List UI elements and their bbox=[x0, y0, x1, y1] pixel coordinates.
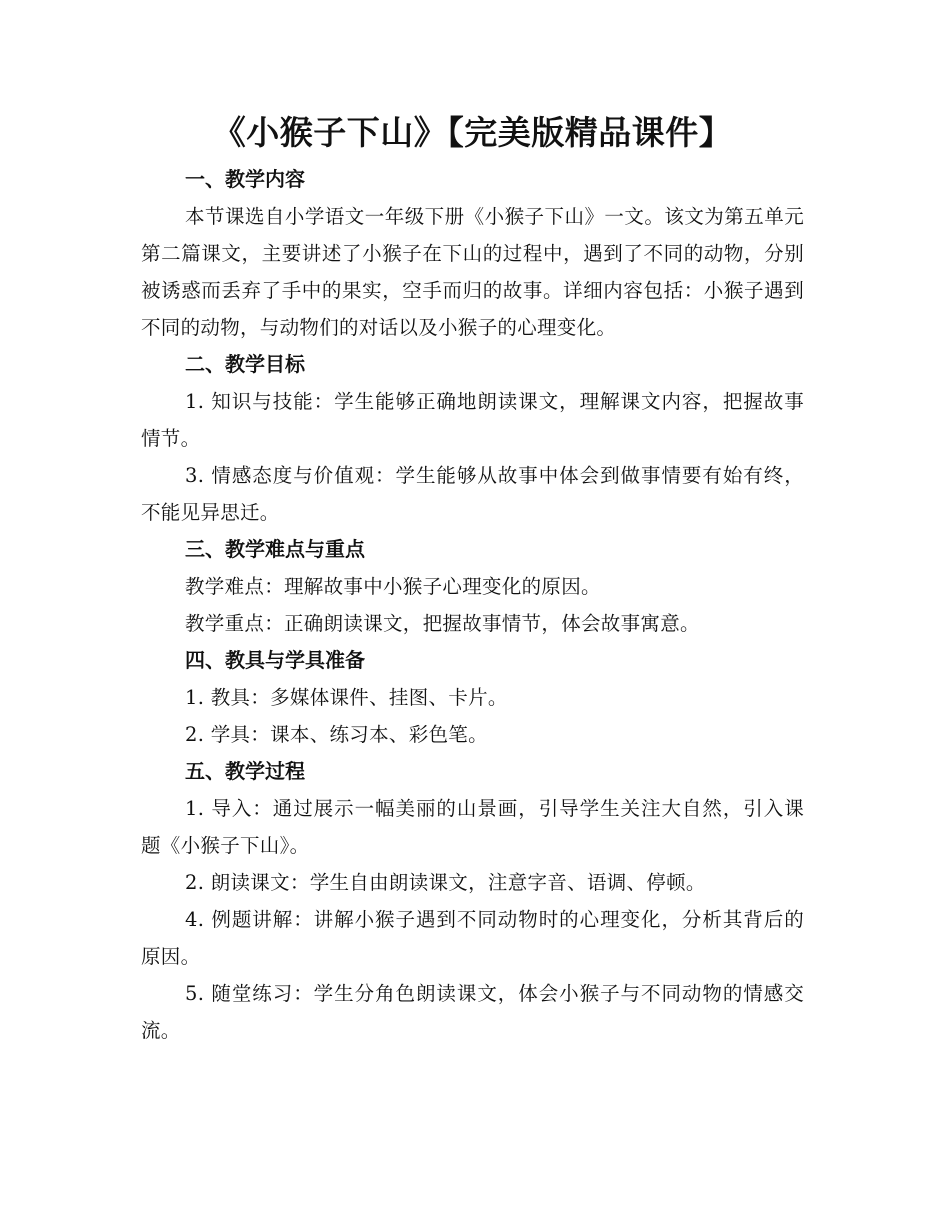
paragraph: 1. 知识与技能：学生能够正确地朗读课文，理解课文内容，把握故事情节。 bbox=[141, 390, 804, 450]
paragraph: 本节课选自小学语文一年级下册《小猴子下山》一文。该文为第五单元第二篇课文，主要讲述了小猴子在下山的过程中，遇到了不同的动物，分别被诱惑而丢弃了手中的果实，空手而归的故事。详细内容包括：小猴子遇到不同的动物，与动物们的对话以及小猴子的心理变化。 bbox=[141, 205, 804, 339]
document-page bbox=[141, 108, 804, 1049]
paragraph: 2. 学具：课本、练习本、彩色笔。 bbox=[185, 723, 488, 746]
paragraph: 教学难点：理解故事中小猴子心理变化的原因。 bbox=[185, 575, 601, 598]
paragraph: 3. 情感态度与价值观：学生能够从故事中体会到做事情要有始有终，不能见异思迁。 bbox=[141, 464, 804, 524]
section-heading: 五、教学过程 bbox=[185, 759, 305, 783]
section-difficulties-and-key-points bbox=[141, 531, 804, 642]
document-title: 《小猴子下山》【完美版精品课件】 bbox=[212, 113, 733, 152]
section-heading: 三、教学难点与重点 bbox=[185, 537, 365, 561]
paragraph: 教学重点：正确朗读课文，把握故事情节，体会故事寓意。 bbox=[185, 612, 700, 635]
paragraph: 1. 导入：通过展示一幅美丽的山景画，引导学生关注大自然，引入课题《小猴子下山》。 bbox=[141, 797, 804, 857]
paragraph: 4. 例题讲解：讲解小猴子遇到不同动物时的心理变化，分析其背后的原因。 bbox=[141, 908, 804, 968]
section-teaching-aids bbox=[141, 642, 804, 753]
paragraph: 2. 朗读课文：学生自由朗读课文，注意字音、语调、停顿。 bbox=[185, 871, 706, 894]
section-heading: 二、教学目标 bbox=[185, 352, 305, 376]
section-teaching-objectives bbox=[141, 346, 804, 531]
section-heading: 一、教学内容 bbox=[185, 167, 305, 191]
section-teaching-content bbox=[141, 161, 804, 346]
section-heading: 四、教具与学具准备 bbox=[185, 648, 365, 672]
paragraph: 5. 随堂练习：学生分角色朗读课文，体会小猴子与不同动物的情感交流。 bbox=[141, 982, 804, 1042]
paragraph: 1. 教具：多媒体课件、挂图、卡片。 bbox=[185, 686, 508, 709]
section-teaching-process bbox=[141, 753, 804, 1049]
